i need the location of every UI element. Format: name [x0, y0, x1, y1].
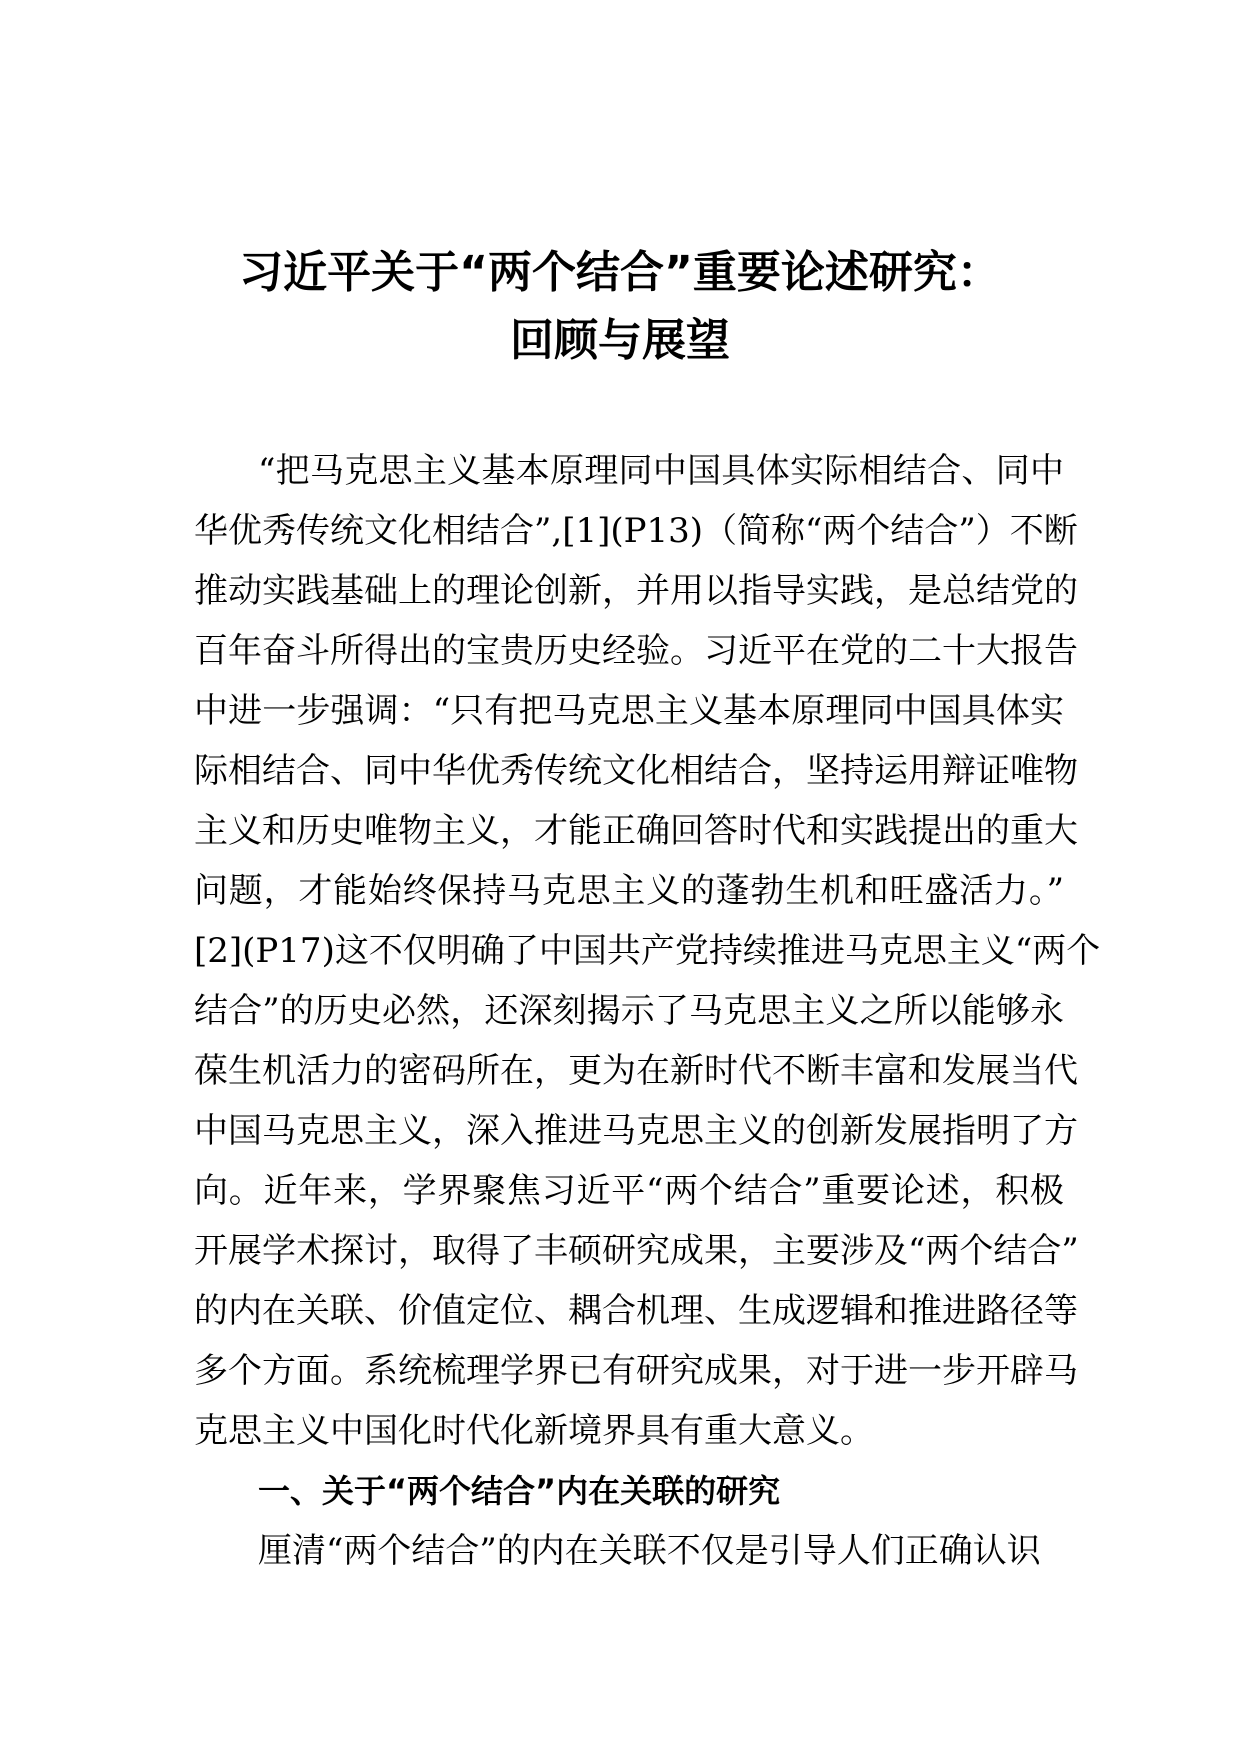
paragraph-line: 推动实践基础上的理论创新，并用以指导实践，是总结党的: [194, 571, 1078, 611]
paragraph-line: 际相结合、同中华优秀传统文化相结合，坚持运用辩证唯物: [194, 751, 1078, 791]
paragraph-line: 多个方面。系统梳理学界已有研究成果，对于进一步开辟马: [194, 1351, 1078, 1391]
paragraph-line: 结合”的历史必然，还深刻揭示了马克思主义之所以能够永: [194, 991, 1064, 1031]
paragraph-line: “把马克思主义基本原理同中国具体实际相结合、同中: [258, 451, 1064, 491]
paragraph-line: 的内在关联、价值定位、耦合机理、生成逻辑和推进路径等: [194, 1291, 1078, 1331]
paragraph-line: 华优秀传统文化相结合”,[1](P13)（简称“两个结合”）不断: [194, 511, 1078, 551]
paragraph-line: 百年奋斗所得出的宝贵历史经验。习近平在党的二十大报告: [194, 631, 1078, 671]
paragraph-line: 中进一步强调：“只有把马克思主义基本原理同中国具体实: [194, 691, 1064, 731]
document-title-line-1: 习近平关于“两个结合”重要论述研究：: [239, 247, 1001, 298]
document-title-line-2: 回顾与展望: [510, 315, 730, 366]
paragraph-line: 主义和历史唯物主义，才能正确回答时代和实践提出的重大: [194, 811, 1078, 851]
paragraph-line: 克思主义中国化时代化新境界具有重大意义。: [194, 1411, 874, 1451]
paragraph-line: [2](P17)这不仅明确了中国共产党持续推进马克思主义“两个: [194, 931, 1101, 971]
paragraph-line: 中国马克思主义，深入推进马克思主义的创新发展指明了方: [194, 1111, 1078, 1151]
paragraph-line: 开展学术探讨，取得了丰硕研究成果，主要涉及“两个结合”: [194, 1231, 1079, 1271]
paragraph-line: 葆生机活力的密码所在，更为在新时代不断丰富和发展当代: [194, 1051, 1078, 1091]
section-heading: 一、关于“两个结合”内在关联的研究: [258, 1472, 781, 1510]
paragraph-line: 问题，才能始终保持马克思主义的蓬勃生机和旺盛活力。”: [194, 871, 1064, 911]
paragraph-line: 厘清“两个结合”的内在关联不仅是引导人们正确认识: [258, 1531, 1041, 1571]
paragraph-line: 向。近年来，学界聚焦习近平“两个结合”重要论述，积极: [194, 1171, 1064, 1211]
